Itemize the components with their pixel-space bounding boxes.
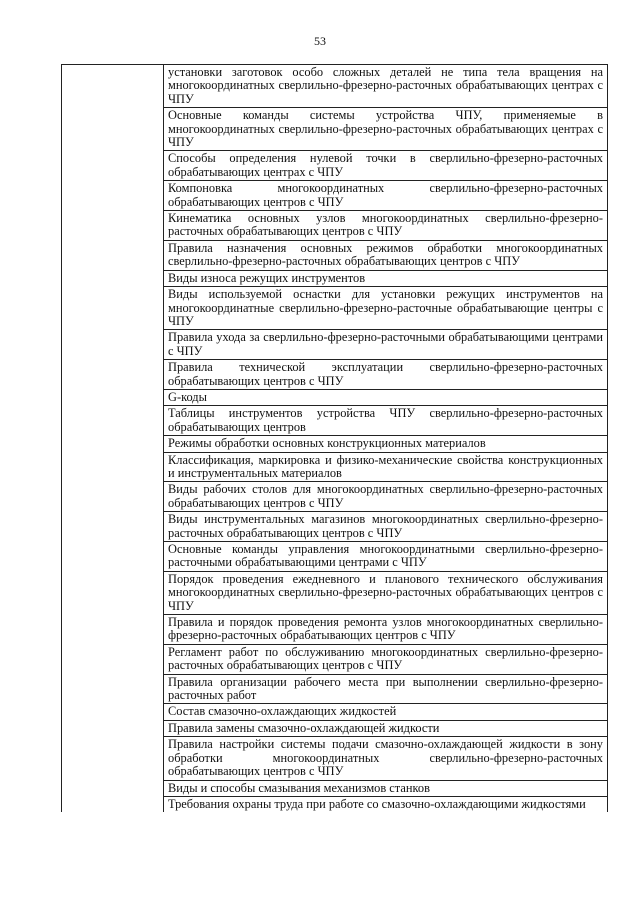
knowledge-item: Правила и порядок проведения ремонта узлов многокоординатных сверлильно-фрезерно-расточных обрабатывающих центров с ЧПУ (164, 615, 608, 645)
knowledge-item: Порядок проведения ежедневного и планового технического обслуживания многокоординатных сверлильно-фрезерно-расточных обрабатывающих центров с ЧПУ (164, 571, 608, 614)
page-number: 53 (314, 34, 326, 48)
knowledge-item: Регламент работ по обслуживанию многокоординатных сверлильно-фрезерно-расточных обрабатывающих центров с ЧПУ (164, 644, 608, 674)
knowledge-item: G-коды (164, 389, 608, 405)
knowledge-item: Виды рабочих столов для многокоординатных сверлильно-фрезерно-расточных обрабатывающих центров с ЧПУ (164, 482, 608, 512)
knowledge-item: Виды используемой оснастки для установки режущих инструментов на многокоординатные сверлильно-фрезерно-расточные обрабатывающие центры с ЧПУ (164, 287, 608, 330)
knowledge-item: Правила организации рабочего места при выполнении сверлильно-фрезерно-расточных работ (164, 674, 608, 704)
knowledge-item: Правила замены смазочно-охлаждающей жидкости (164, 720, 608, 736)
knowledge-item: Виды износа режущих инструментов (164, 270, 608, 286)
knowledge-item: Правила назначения основных режимов обработки многокоординатных сверлильно-фрезерно-расточных обрабатывающих центров с ЧПУ (164, 240, 608, 270)
section-label-cell (62, 65, 164, 813)
knowledge-item: Требования охраны труда при работе со смазочно-охлаждающими жидкостями (164, 796, 608, 812)
requirements-table-body (62, 65, 608, 813)
knowledge-item: Классификация, маркировка и физико-механические свойства конструкционных и инструментальных материалов (164, 452, 608, 482)
knowledge-item: Правила ухода за сверлильно-фрезерно-расточными обрабатывающими центрами с ЧПУ (164, 330, 608, 360)
knowledge-item: Виды и способы смазывания механизмов станков (164, 780, 608, 796)
knowledge-item: Правила настройки системы подачи смазочно-охлаждающей жидкости в зону обработки многокоординатных сверлильно-фрезерно-расточных обрабатывающих центров с ЧПУ (164, 737, 608, 780)
knowledge-item: Виды инструментальных магазинов многокоординатных сверлильно-фрезерно-расточных обрабатывающих центров с ЧПУ (164, 512, 608, 542)
knowledge-item: Основные команды управления многокоординатными сверлильно-фрезерно-расточными обрабатывающими центрами с ЧПУ (164, 542, 608, 572)
knowledge-item: Режимы обработки основных конструкционных материалов (164, 436, 608, 452)
knowledge-item: установки заготовок особо сложных деталей не типа тела вращения на многокоординатных сверлильно-фрезерно-расточных обрабатывающих центрах с ЧПУ (164, 65, 608, 108)
knowledge-item: Основные команды системы устройства ЧПУ, применяемые в многокоординатных сверлильно-фрезерно-расточных обрабатывающих центрах с ЧПУ (164, 108, 608, 151)
knowledge-item: Способы определения нулевой точки в сверлильно-фрезерно-расточных обрабатывающих центрах с ЧПУ (164, 151, 608, 181)
table-row (62, 65, 608, 108)
requirements-table (61, 64, 608, 812)
knowledge-item: Кинематика основных узлов многокоординатных сверлильно-фрезерно-расточных обрабатывающих центров с ЧПУ (164, 211, 608, 241)
knowledge-item: Правила технической эксплуатации сверлильно-фрезерно-расточных обрабатывающих центров с ЧПУ (164, 360, 608, 390)
knowledge-item: Компоновка многокоординатных сверлильно-фрезерно-расточных обрабатывающих центров с ЧПУ (164, 181, 608, 211)
knowledge-item: Состав смазочно-охлаждающих жидкостей (164, 704, 608, 720)
knowledge-item: Таблицы инструментов устройства ЧПУ сверлильно-фрезерно-расточных обрабатывающих центров (164, 406, 608, 436)
